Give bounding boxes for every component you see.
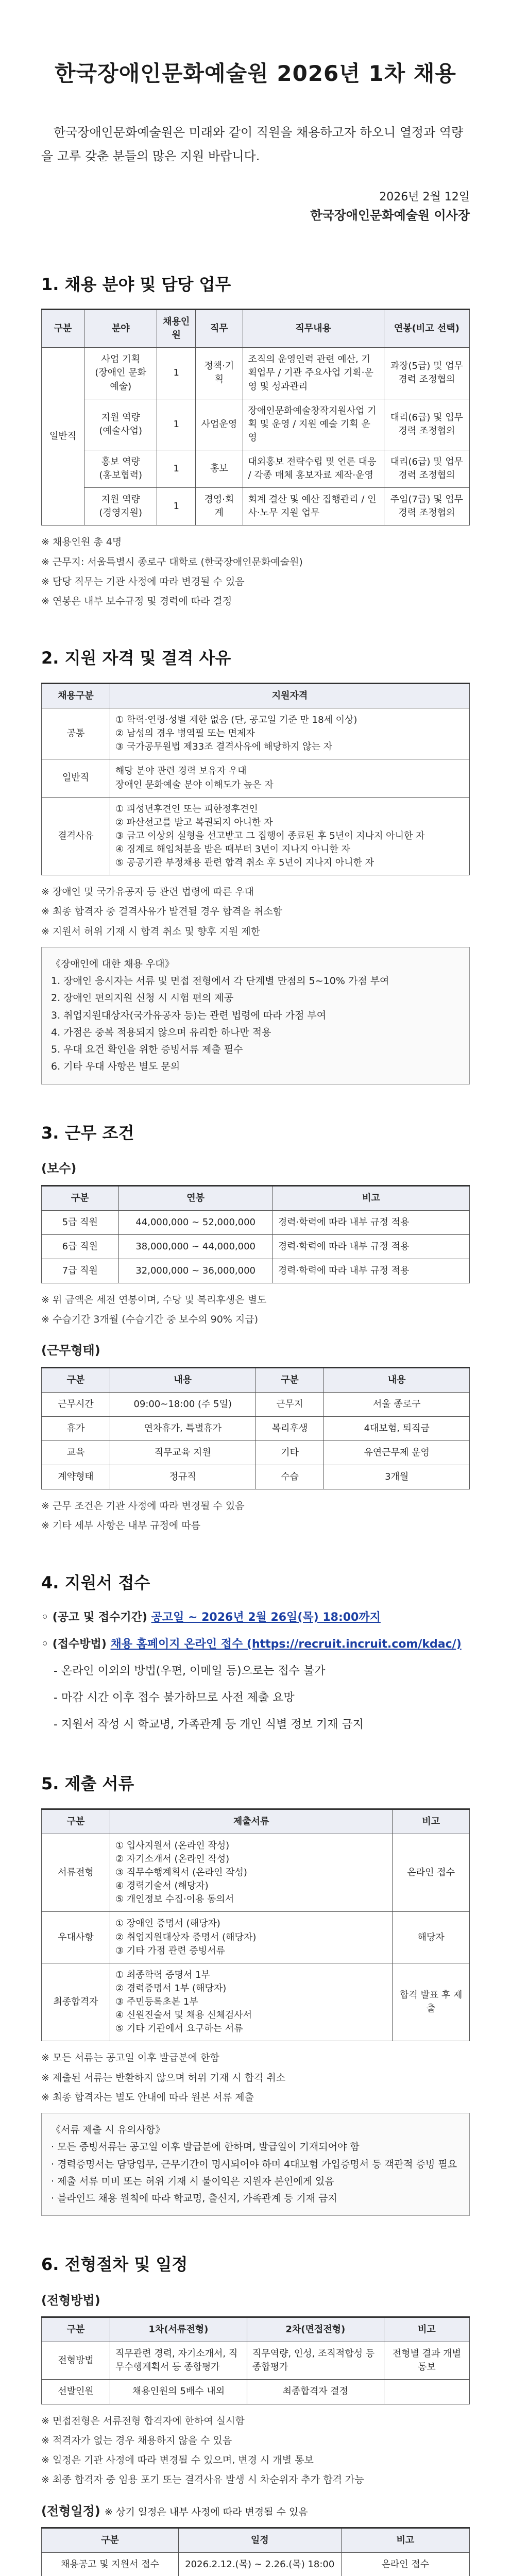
notice-organization: 한국장애인문화예술원 이사장 bbox=[310, 208, 470, 223]
section-6-title: 6. 전형절차 및 일정 bbox=[41, 2255, 188, 2275]
table-cell: 교육 bbox=[42, 1440, 110, 1465]
table-header: 구분 bbox=[42, 2528, 179, 2552]
table-cell: 6급 직원 bbox=[42, 1234, 119, 1259]
table-cell: 공통 bbox=[42, 708, 110, 759]
documents-table bbox=[41, 1808, 470, 2041]
note-text: ※ 최종 합격자 중 임용 포기 또는 결격사유 발생 시 차순위자 추가 합격 가능 bbox=[41, 2474, 364, 2486]
table-header: 구분 bbox=[42, 2317, 110, 2342]
table-cell: 기타 bbox=[256, 1440, 324, 1465]
table-header: 분야 bbox=[84, 310, 157, 348]
schedule-table bbox=[41, 2527, 470, 2576]
work-condition-table bbox=[41, 1367, 470, 1489]
table-cell: 직무교육 지원 bbox=[110, 1440, 256, 1465]
note-text: ※ 지원서 허위 기재 시 합격 취소 및 향후 지원 제한 bbox=[41, 925, 261, 937]
selection-method-table bbox=[41, 2316, 470, 2404]
table-header: 채용구분 bbox=[42, 684, 110, 708]
schedule-note: ※ 상기 일정은 내부 사정에 따라 변경될 수 있음 bbox=[105, 2506, 308, 2518]
table-cell: 일반직 bbox=[42, 348, 84, 526]
table-cell: ① 장애인 증명서 (해당자) ② 취업지원대상자 증명서 (해당자) ③ 기타 가점 관련 증빙서류 bbox=[110, 1912, 392, 1963]
note-text: ※ 제출된 서류는 반환하지 않으며 허위 기재 시 합격 취소 bbox=[41, 2072, 286, 2083]
note-text: ※ 근무 조건은 기관 사정에 따라 변경될 수 있음 bbox=[41, 1500, 245, 1512]
notice-date: 2026년 2월 12일 bbox=[379, 191, 470, 204]
table-row bbox=[42, 1912, 470, 1963]
application-note: - 마감 시간 이후 접수 불가하므로 사전 제출 요망 bbox=[54, 1691, 295, 1704]
table-cell: 온라인 접수 bbox=[341, 2552, 469, 2576]
table-cell: 최종합격자 결정 bbox=[247, 2380, 384, 2404]
table-cell: 조직의 운영인력 관련 예산, 기획업무 / 기관 주요사업 기획·운영 및 성과관리 bbox=[243, 348, 384, 399]
table-header: 비고 bbox=[341, 2528, 469, 2552]
table-header: 직무내용 bbox=[243, 310, 384, 348]
salary-table bbox=[41, 1185, 470, 1283]
application-link[interactable]: 채용 홈페이지 온라인 접수 (https://recruit.incruit.com/kdac/) bbox=[110, 1638, 462, 1651]
table-header: 비고 bbox=[393, 1809, 470, 1834]
table-header: 연봉(비고 선택) bbox=[384, 310, 469, 348]
table-header: 제출서류 bbox=[110, 1809, 392, 1834]
table-cell: 사업 기획 (장애인 문화 예술) bbox=[84, 348, 157, 399]
table-cell: 대외홍보 전략수립 및 언론 대응 / 각종 매체 홍보자료 제작·운영 bbox=[243, 450, 384, 487]
salary-subtitle: (보수) bbox=[41, 1161, 77, 1176]
application-note: - 온라인 이외의 방법(우편, 이메일 등)으로는 접수 불가 bbox=[54, 1664, 326, 1677]
table-row bbox=[42, 1234, 470, 1259]
note-text: ※ 면접전형은 서류전형 합격자에 한하여 실시함 bbox=[41, 2415, 245, 2427]
table-cell: 채용공고 및 지원서 접수 bbox=[42, 2552, 179, 2576]
table-cell: 전형방법 bbox=[42, 2342, 110, 2380]
table-row bbox=[42, 759, 470, 797]
table-header: 비고 bbox=[272, 1185, 469, 1210]
table-header: 비고 bbox=[384, 2317, 469, 2342]
table-cell: ① 학력·연령·성별 제한 없음 (단, 공고일 기준 만 18세 이상) ② 남성의 경우 병역필 또는 면제자 ③ 국가공무원법 제33조 결격사유에 해당하지 않는 자 bbox=[110, 708, 469, 759]
note-text: ※ 장애인 및 국가유공자 등 관련 법령에 따른 우대 bbox=[41, 886, 254, 898]
table-cell: 경영·회계 bbox=[196, 488, 243, 526]
table-cell: 회계 결산 및 예산 집행관리 / 인사·노무 지원 업무 bbox=[243, 488, 384, 526]
table-row bbox=[42, 708, 470, 759]
intro-paragraph: 한국장애인문화예술원은 미래와 같이 직원을 채용하고자 하오니 열정과 역량을 고루 갖춘 분들의 많은 지원 바랍니다. bbox=[41, 125, 464, 163]
table-cell: 1 bbox=[157, 488, 196, 526]
table-header: 구분 bbox=[256, 1367, 324, 1392]
section-1-title: 1. 채용 분야 및 담당 업무 bbox=[41, 274, 231, 294]
table-cell: 근무시간 bbox=[42, 1392, 110, 1416]
table-cell: 해당자 bbox=[393, 1912, 470, 1963]
note-text: ※ 모든 서류는 공고일 이후 발급분에 한함 bbox=[41, 2052, 219, 2064]
table-cell: 정책·기획 bbox=[196, 348, 243, 399]
table-row bbox=[42, 2342, 470, 2380]
table-cell: 복리후생 bbox=[256, 1416, 324, 1440]
table-row bbox=[42, 1210, 470, 1234]
note-text: ※ 위 금액은 세전 연봉이며, 수당 및 복리후생은 별도 bbox=[41, 1294, 267, 1306]
table-cell: 수습 bbox=[256, 1465, 324, 1489]
table-row bbox=[42, 399, 470, 450]
table-cell: 경력·학력에 따라 내부 규정 적용 bbox=[272, 1259, 469, 1283]
table-row bbox=[42, 797, 470, 875]
table-cell: 정규직 bbox=[110, 1465, 256, 1489]
table-cell: 홍보 bbox=[196, 450, 243, 487]
section-4-title: 4. 지원서 접수 bbox=[41, 1572, 150, 1592]
table-header: 2차(면접전형) bbox=[247, 2317, 384, 2342]
table-cell: 서울 종로구 bbox=[324, 1392, 470, 1416]
note-text: ※ 적격자가 없는 경우 채용하지 않을 수 있음 bbox=[41, 2434, 232, 2446]
note-text: ※ 근무지: 서울특별시 종로구 대학로 (한국장애인문화예술원) bbox=[41, 556, 303, 568]
table-cell: 합격 발표 후 제출 bbox=[393, 1963, 470, 2041]
table-cell: 지원 역량 (예술사업) bbox=[84, 399, 157, 450]
table-row bbox=[42, 488, 470, 526]
table-header: 1차(서류전형) bbox=[110, 2317, 247, 2342]
table-cell: 채용인원의 5배수 내외 bbox=[110, 2380, 247, 2404]
section-3-title: 3. 근무 조건 bbox=[41, 1123, 134, 1143]
document-caution-box: 《서류 제출 시 유의사항》 · 모든 증빙서류는 공고일 이후 발급분에 한하며, 발급일이 기재되어야 함 · 경력증명서는 담당업무, 근무기간이 명시되어야 하며 4대보험 가입증명서 등 객관적 증빙 필요 · 제출 서류 미비 또는 허위 기재 시 불이익은 지원자 본인에게 있음 · 블라인드 채용 원칙에 따라 학교명, 출신지, 가족관계 등 기재 금지 bbox=[41, 2113, 470, 2216]
application-period bbox=[41, 1607, 470, 1629]
table-cell: ① 입사지원서 (온라인 작성) ② 자기소개서 (온라인 작성) ③ 직무수행계획서 (온라인 작성) ④ 경력기술서 (해당자) ⑤ 개인정보 수집·이용 동의서 bbox=[110, 1834, 392, 1912]
table-cell: 주임(7급) 및 업무 경력 조정협의 bbox=[384, 488, 469, 526]
table-cell: ① 피성년후견인 또는 피한정후견인 ② 파산선고를 받고 복권되지 아니한 자 ③ 금고 이상의 실형을 선고받고 그 집행이 종료된 후 5년이 지나지 아니한 자 ④ 징계로 해임처분을 받은 때부터 3년이 지나지 아니한 자 ⑤ 공공기관 부정채용 관련 합격 취소 후 5년이 지나지 아니한 자 bbox=[110, 797, 469, 875]
table-header: 직무 bbox=[196, 310, 243, 348]
application-method-label: ◦ (접수방법) bbox=[41, 1638, 111, 1651]
table-cell: ① 최종학력 증명서 1부 ② 경력증명서 1부 (해당자) ③ 주민등록초본 1부 ④ 신원진술서 및 채용 신체검사서 ⑤ 기타 기관에서 요구하는 서류 bbox=[110, 1963, 392, 2041]
table-cell: 연차휴가, 특별휴가 bbox=[110, 1416, 256, 1440]
table-cell: 결격사유 bbox=[42, 797, 110, 875]
table-row bbox=[42, 1392, 470, 1416]
table-cell: 4대보험, 퇴직금 bbox=[324, 1416, 470, 1440]
table-header: 채용인원 bbox=[157, 310, 196, 348]
table-cell: 서류전형 bbox=[42, 1834, 110, 1912]
table-cell: 휴가 bbox=[42, 1416, 110, 1440]
table-row bbox=[42, 1963, 470, 2041]
table-header: 구분 bbox=[42, 1809, 110, 1834]
table-cell: 3개월 bbox=[324, 1465, 470, 1489]
note-text: ※ 최종 합격자 중 결격사유가 발견될 경우 합격을 취소함 bbox=[41, 906, 283, 918]
recruitment-field-table bbox=[41, 309, 470, 526]
table-row bbox=[42, 1416, 470, 1440]
section-2-title: 2. 지원 자격 및 결격 사유 bbox=[41, 648, 231, 668]
table-row bbox=[42, 1465, 470, 1489]
section-5-title: 5. 제출 서류 bbox=[41, 1774, 134, 1794]
qualification-table bbox=[41, 683, 470, 875]
note-text: ※ 담당 직무는 기관 사정에 따라 변경될 수 있음 bbox=[41, 575, 245, 587]
note-text: ※ 수습기간 3개월 (수습기간 중 보수의 90% 지급) bbox=[41, 1314, 259, 1326]
table-cell: 근무지 bbox=[256, 1392, 324, 1416]
application-period-label: ◦ (공고 및 접수기간) bbox=[41, 1611, 151, 1624]
table-cell: 대리(6급) 및 업무 경력 조정협의 bbox=[384, 399, 469, 450]
table-cell: 해당 분야 관련 경력 보유자 우대 장애인 문화예술 분야 이해도가 높은 자 bbox=[110, 759, 469, 797]
table-row bbox=[42, 1440, 470, 1465]
table-cell: 우대사항 bbox=[42, 1912, 110, 1963]
table-row bbox=[42, 348, 470, 399]
work-condition-subtitle: (근무형태) bbox=[41, 1343, 100, 1358]
table-header: 구분 bbox=[42, 1367, 110, 1392]
schedule-subtitle-label: (전형일정) bbox=[41, 2503, 100, 2518]
table-header: 지원자격 bbox=[110, 684, 469, 708]
table-row bbox=[42, 2380, 470, 2404]
table-header: 구분 bbox=[42, 1185, 119, 1210]
table-cell: 선발인원 bbox=[42, 2380, 110, 2404]
table-cell: 1 bbox=[157, 450, 196, 487]
table-cell: 대리(6급) 및 업무 경력 조정협의 bbox=[384, 450, 469, 487]
application-note: - 지원서 작성 시 학교명, 가족관계 등 개인 식별 정보 기재 금지 bbox=[54, 1718, 364, 1731]
table-cell: 전형별 결과 개별 통보 bbox=[384, 2342, 469, 2380]
preference-box: 《장애인에 대한 채용 우대》 1. 장애인 응시자는 서류 및 면접 전형에서 각 단계별 만점의 5~10% 가점 부여 2. 장애인 편의지원 신청 시 시험 편의 제공 3. 취업지원대상자(국가유공자 등)는 관련 법령에 따라 가점 부여 4. 가점은 중복 적용되지 않으며 유리한 하나만 적용 5. 우대 요건 확인을 위한 증빙서류 제출 필수 6. 기타 우대 사항은 별도 문의 bbox=[41, 947, 470, 1084]
table-cell: 09:00~18:00 (주 5일) bbox=[110, 1392, 256, 1416]
table-cell: 38,000,000 ~ 44,000,000 bbox=[118, 1234, 272, 1259]
table-cell: 1 bbox=[157, 348, 196, 399]
table-cell: 과장(5급) 및 업무 경력 조정협의 bbox=[384, 348, 469, 399]
table-cell: 경력·학력에 따라 내부 규정 적용 bbox=[272, 1234, 469, 1259]
table-header: 내용 bbox=[110, 1367, 256, 1392]
note-text: ※ 최종 합격자는 별도 안내에 따라 원본 서류 제출 bbox=[41, 2091, 254, 2103]
table-cell: 유연근무제 운영 bbox=[324, 1440, 470, 1465]
table-cell: 장애인문화예술창작지원사업 기획 및 운영 / 지원 예술 기획 운영 bbox=[243, 399, 384, 450]
table-row bbox=[42, 1259, 470, 1283]
table-cell: 직무관련 경력, 자기소개서, 직무수행계획서 등 종합평가 bbox=[110, 2342, 247, 2380]
table-cell: 지원 역량 (경영지원) bbox=[84, 488, 157, 526]
table-cell: 32,000,000 ~ 36,000,000 bbox=[118, 1259, 272, 1283]
table-row bbox=[42, 450, 470, 487]
application-period-value: 공고일 ~ 2026년 2월 26일(목) 18:00까지 bbox=[151, 1611, 381, 1624]
table-cell: 2026.2.12.(목) ~ 2.26.(목) 18:00 bbox=[178, 2552, 341, 2576]
table-cell: 계약형태 bbox=[42, 1465, 110, 1489]
table-cell bbox=[384, 2380, 469, 2404]
application-method bbox=[41, 1634, 470, 1655]
table-cell: 최종합격자 bbox=[42, 1963, 110, 2041]
table-header: 일정 bbox=[178, 2528, 341, 2552]
table-cell: 직무역량, 인성, 조직적합성 등 종합평가 bbox=[247, 2342, 384, 2380]
selection-method-subtitle: (전형방법) bbox=[41, 2293, 100, 2308]
note-text: ※ 일정은 기관 사정에 따라 변경될 수 있으며, 변경 시 개별 통보 bbox=[41, 2454, 314, 2466]
table-cell: 온라인 접수 bbox=[393, 1834, 470, 1912]
note-text: ※ 연봉은 내부 보수규정 및 경력에 따라 결정 bbox=[41, 596, 232, 607]
table-cell: 1 bbox=[157, 399, 196, 450]
table-cell: 5급 직원 bbox=[42, 1210, 119, 1234]
note-text: ※ 기타 세부 사항은 내부 규정에 따름 bbox=[41, 1520, 201, 1532]
table-cell: 일반직 bbox=[42, 759, 110, 797]
table-row bbox=[42, 1834, 470, 1912]
table-cell: 경력·학력에 따라 내부 규정 적용 bbox=[272, 1210, 469, 1234]
table-cell: 44,000,000 ~ 52,000,000 bbox=[118, 1210, 272, 1234]
table-header: 내용 bbox=[324, 1367, 470, 1392]
table-cell: 홍보 역량 (홍보협력) bbox=[84, 450, 157, 487]
note-text: ※ 채용인원 총 4명 bbox=[41, 536, 122, 548]
table-header: 연봉 bbox=[118, 1185, 272, 1210]
schedule-subtitle bbox=[41, 2502, 470, 2521]
table-cell: 사업운영 bbox=[196, 399, 243, 450]
notice-title: 한국장애인문화예술원 2026년 1차 채용 bbox=[55, 61, 456, 86]
table-row bbox=[42, 2552, 470, 2576]
table-cell: 7급 직원 bbox=[42, 1259, 119, 1283]
table-header: 구분 bbox=[42, 310, 84, 348]
